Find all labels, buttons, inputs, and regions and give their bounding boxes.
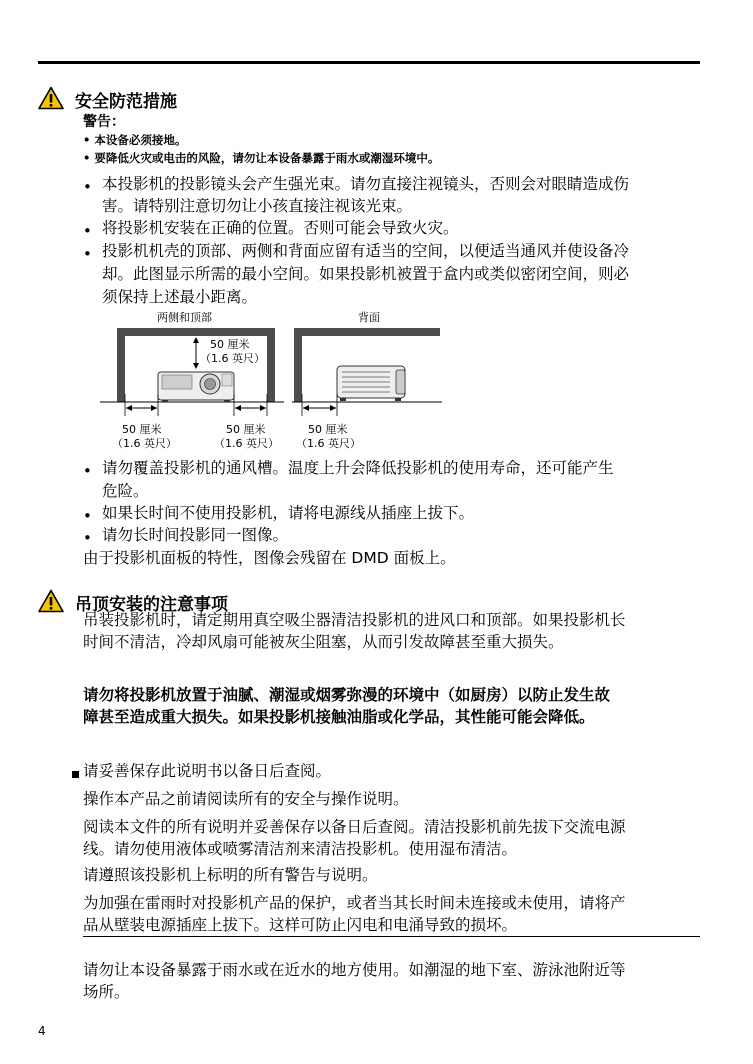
distance-label: 50 厘米 (308, 423, 348, 436)
distance-label: 50 厘米 (210, 338, 250, 351)
text-line: 请遵照该投影机上标明的所有警告与说明。 (83, 866, 378, 884)
bullet: • (83, 462, 92, 480)
projector-front (158, 372, 234, 402)
text-line: 危险。 (102, 482, 149, 500)
inches-label: （1.6 英尺） (296, 437, 361, 450)
distance-label: 50 厘米 (226, 423, 266, 436)
bullet: • (83, 222, 92, 240)
text-line: 将投影机安装在正确的位置。否则可能会导致火灾。 (102, 219, 459, 237)
wall (267, 328, 275, 402)
wall (294, 328, 302, 402)
diagram-label-left: 两侧和顶部 (157, 311, 212, 324)
ceiling (117, 328, 275, 336)
text-line: 为加强在雷雨时对投影机产品的保护，或者当其长时间未连接或未使用，请将产 (83, 894, 626, 912)
warning-item: • 本设备必须接地。 (83, 133, 187, 147)
text-line: 请勿长时间投影同一图像。 (102, 526, 289, 544)
text-line: 本投影机的投影镜头会产生强光束。请勿直接注视镜头，否则会对眼睛造成伤 (102, 175, 630, 193)
ceiling-title: 吊顶安装的注意事项 (75, 595, 228, 615)
page-number: 4 (38, 1024, 46, 1038)
warning-label: 警告： (83, 114, 125, 130)
wall (117, 328, 125, 402)
bullet: • (83, 245, 92, 263)
bullet: • (83, 529, 92, 547)
text-line: 害。请特别注意切勿让小孩直接注视该光束。 (102, 197, 413, 215)
ceiling (294, 328, 440, 336)
divider (83, 936, 700, 937)
inches-label: （1.6 英尺） (112, 437, 177, 450)
warning-item: • 要降低火灾或电击的风险，请勿让本设备暴露于雨水或潮湿环境中。 (83, 151, 440, 165)
top-rule (38, 61, 700, 64)
warning-icon (38, 589, 64, 613)
inches-label: （1.6 英尺） (214, 437, 279, 450)
inches-label: （1.6 英尺） (200, 352, 265, 365)
distance-label: 50 厘米 (122, 423, 162, 436)
text-line: 阅读本文件的所有说明并妥善保存以备日后查阅。清洁投影机前先拔下交流电源 (83, 818, 626, 836)
text-line: 操作本产品之前请阅读所有的安全与操作说明。 (83, 790, 409, 808)
text-line: 请勿让本设备暴露于雨水或在近水的地方使用。如潮湿的地下室、游泳池附近等 (83, 961, 626, 979)
bullet: • (83, 507, 92, 525)
text-line: 却。此图显示所需的最小空间。如果投影机被置于盒内或类似密闭空间，则必 (102, 265, 630, 283)
text-line: 吊装投影机时，请定期用真空吸尘器清洁投影机的进风口和顶部。如果投影机长 (83, 611, 626, 629)
dmd-note: 由于投影机面板的特性，图像会残留在 DMD 面板上。 (83, 549, 456, 567)
text-line: 须保持上述最小距离。 (102, 288, 258, 306)
bullet: • (83, 178, 92, 196)
text-line: 线。请勿使用液体或喷雾清洁剂来清洁投影机。使用湿布清洁。 (83, 840, 518, 858)
projector-side (337, 366, 405, 401)
warning-icon (38, 86, 64, 110)
text-line: 时间不清洁，冷却风扇可能被灰尘阻塞，从而引发故障甚至重大损失。 (83, 633, 564, 651)
text-line: 如果长时间不使用投影机，请将电源线从插座上拔下。 (102, 504, 475, 522)
text-line: 品从壁装电源插座上拔下。这样可防止闪电和电涌导致的损坏。 (83, 916, 518, 934)
square-bullet-icon (72, 771, 79, 778)
text-line: 投影机机壳的顶部、两侧和背面应留有适当的空间，以便适当通风并使设备冷 (102, 242, 630, 260)
diagram-label-right: 背面 (358, 311, 380, 324)
bold-warning-line: 请勿将投影机放置于油腻、潮湿或烟雾弥漫的环境中（如厨房）以防止发生故 (83, 686, 611, 704)
safety-title: 安全防范措施 (75, 92, 177, 112)
bold-warning-line: 障甚至造成重大损失。如果投影机接触油脂或化学品，其性能可能会降低。 (83, 708, 595, 726)
text-line: 场所。 (83, 983, 130, 1001)
keep-title: 请妥善保存此说明书以备日后查阅。 (83, 762, 332, 780)
text-line: 请勿覆盖投影机的通风槽。温度上升会降低投影机的使用寿命，还可能产生 (102, 459, 614, 477)
clearance-diagram (100, 308, 460, 456)
